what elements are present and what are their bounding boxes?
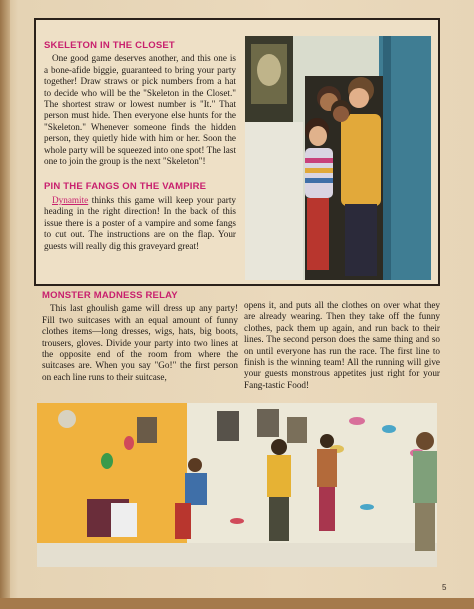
fangs-body-text: thinks this game will keep your party heading in the right direction! In the back of this issue there is a poster of a vampire and some fangs to cut out. The instructions are on the flap. Your guests will really dig this graveyard great! [44,194,236,251]
fangs-body [44,195,236,252]
page-bottom-edge [0,598,474,609]
games-panel [34,18,440,286]
relay-party-photo [37,403,437,567]
page-number: 5 [442,583,447,592]
dynamite-keyword: Dynamite [52,194,89,205]
relay-body-right: opens it, and puts all the clothes on over what they are already wearing. Then they take off the funny clothes, pack them up again, and run back to their lines. The second person does the same thing and so on until everyone has run the race. The first line to finish is the winning team! All the running will give your guests monstrous appetites just right for your Fang-tastic Food! [244,300,440,390]
relay-column-right [244,298,440,391]
kids-in-closet-photo [245,36,431,280]
relay-column-left [42,290,238,383]
skeleton-heading: SKELETON IN THE CLOSET [44,40,175,51]
relay-heading: MONSTER MADNESS RELAY [42,290,178,301]
relay-body-left: This last ghoulish game will dress up any party! Fill two suitcases with an equal amount of funny clothes items—long dresses, wigs, hats, big boots, trousers, gloves. Divide your party into two lines at the opposite end of the room from where the suitcases are. When you say "Go!" the first person on each line runs to their suitcase, [42,303,238,382]
fangs-heading: PIN THE FANGS ON THE VAMPIRE [44,181,207,193]
relay-party-illustration [37,403,437,567]
skeleton-body: One good game deserves another, and this one is a bone-afide biggie, guaranteed to bring your party together! Draw straws or pick numbers from a hat to decide who will be the "Skeleton in the Closet." The shortest straw or lowest number is "It." That person must hide. Then everyone else hunts for the "Skeleton." Whenever someone finds the hidden person, they quietly hide with him or her. Soon the whole party will be squeezed into one spot! The last one to join the group is the next "Skeleton"! [44,53,236,167]
kids-in-closet-illustration [245,36,431,280]
left-column [44,26,236,252]
page-spine-shadow [0,0,10,609]
